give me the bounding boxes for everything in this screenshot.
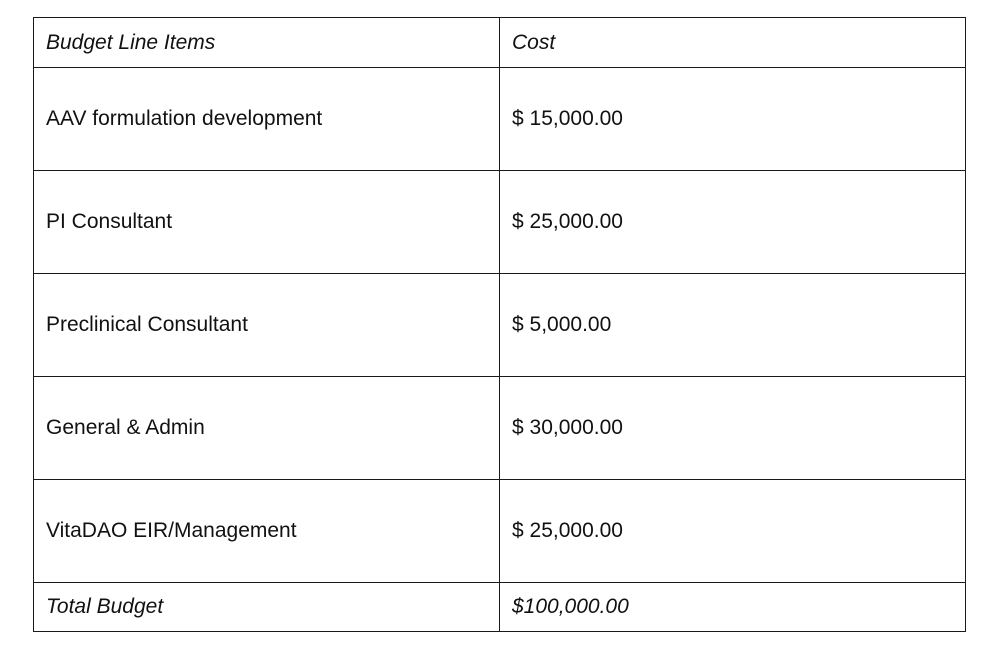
line-item-cost: $ 25,000.00 [500,171,966,274]
line-item-name: PI Consultant [34,171,500,274]
line-item-cost: $ 30,000.00 [500,377,966,480]
line-item-cost: $ 5,000.00 [500,274,966,377]
table-row [34,68,966,171]
line-item-cost: $ 25,000.00 [500,480,966,583]
header-cost: Cost [500,18,966,68]
line-item-cost: $ 15,000.00 [500,68,966,171]
line-item-name: Preclinical Consultant [34,274,500,377]
table-row [34,171,966,274]
table-row [34,274,966,377]
header-row [34,18,966,68]
total-budget-label: Total Budget [34,583,500,632]
line-item-name: General & Admin [34,377,500,480]
total-row [34,583,966,632]
total-budget-value: $100,000.00 [500,583,966,632]
line-item-name: AAV formulation development [34,68,500,171]
budget-table [33,17,966,632]
table-row [34,377,966,480]
table-row [34,480,966,583]
header-budget-line-items: Budget Line Items [34,18,500,68]
line-item-name: VitaDAO EIR/Management [34,480,500,583]
